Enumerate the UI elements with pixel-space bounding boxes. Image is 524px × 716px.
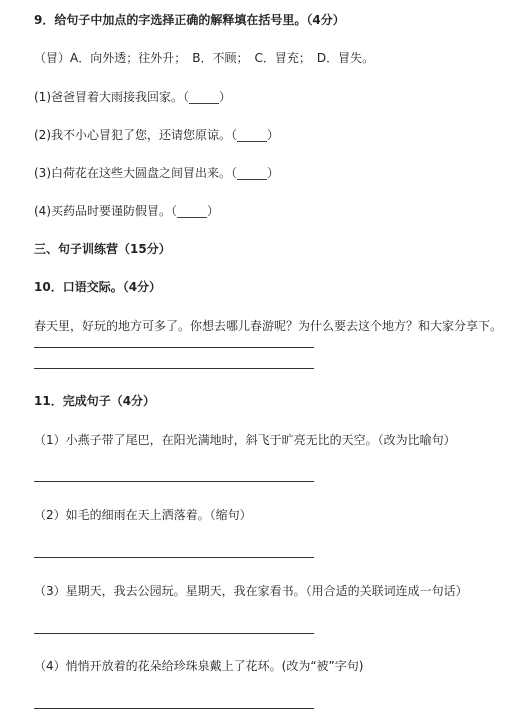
q11-answer-line-4[interactable]: [34, 708, 314, 709]
q10-prompt: 春天里，好玩的地方可多了。你想去哪儿春游呢？为什么要去这个地方？和大家分享下。: [34, 319, 503, 333]
q10-title: 10．口语交际。（4分）: [34, 280, 162, 294]
q11-answer-line-2[interactable]: [34, 557, 314, 558]
q9-item-3: (3)白荷花在这些大圆盘之间冒出来。（_____）: [34, 166, 279, 180]
q11-title: 11．完成句子（4分）: [34, 394, 156, 408]
q11-answer-line-3[interactable]: [34, 633, 314, 634]
q10-answer-line-2[interactable]: [34, 368, 314, 369]
q11-item-4: （4）悄悄开放着的花朵给珍珠泉戴上了花环。(改为“被”字句): [34, 659, 364, 673]
q11-answer-line-1[interactable]: [34, 481, 314, 482]
q9-item-4: (4)买药品时要谨防假冒。（_____）: [34, 204, 219, 218]
q11-item-2: （2）如毛的细雨在天上洒落着。（缩句）: [34, 508, 252, 522]
q9-title: 9．给句子中加点的字选择正确的解释填在括号里。（4分）: [34, 13, 345, 27]
q11-item-1: （1）小燕子带了尾巴，在阳光满地时，斜飞于旷亮无比的天空。（改为比喻句）: [34, 433, 456, 447]
section-3-title: 三、句子训练营（15分）: [34, 242, 171, 256]
q11-item-3: （3）星期天，我去公园玩。星期天，我在家看书。（用合适的关联词连成一句话）: [34, 584, 468, 598]
q9-item-2: (2)我不小心冒犯了您，还请您原谅。（_____）: [34, 128, 279, 142]
q9-item-1: (1)爸爸冒着大雨接我回家。（_____）: [34, 90, 231, 104]
q10-answer-line-1[interactable]: [34, 347, 314, 348]
q9-options: （冒）A．向外透；往外升； B．不顾； C．冒充； D．冒失。: [34, 51, 375, 65]
